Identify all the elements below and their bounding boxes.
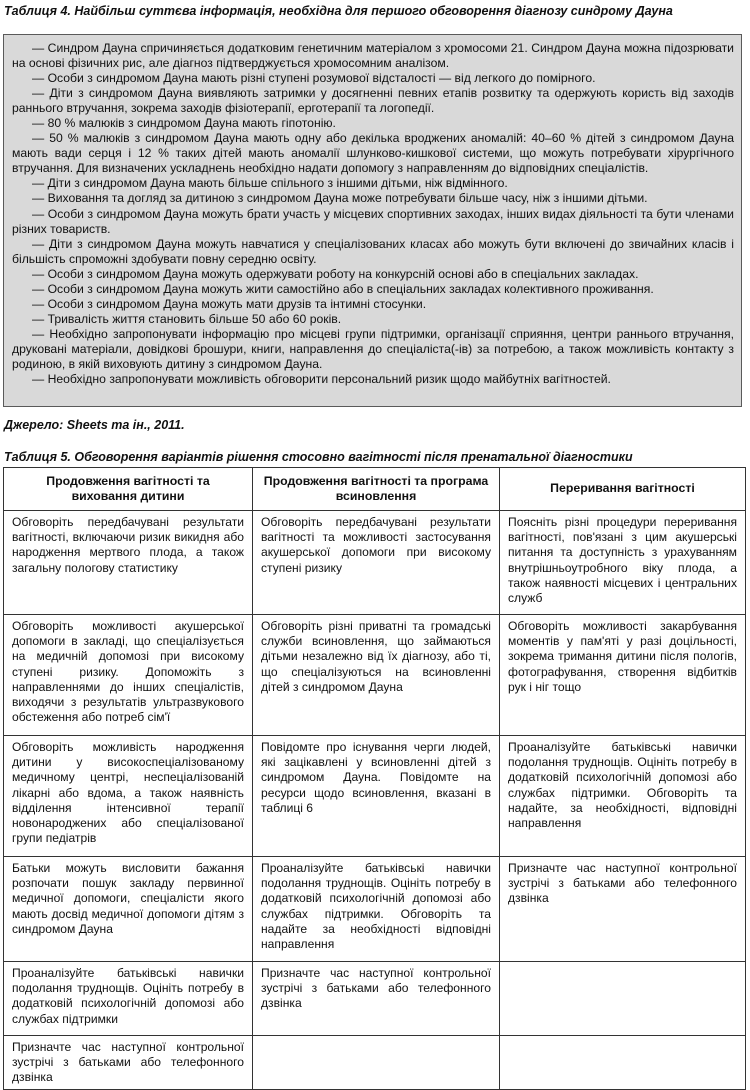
table-cell: Призначте час наступної контрольної зустрічі з батьками або телефонного дзвінка	[4, 1036, 253, 1090]
info-item: — Діти з синдромом Дауна виявляють затримки у досягненні певних етапів розвитку та одержують користь від заходів раннього втручання, зокрема заходів фізіотерапії, ерготерапії та логопедії.	[12, 86, 734, 116]
table-cell: Проаналізуйте батьківські навички подолання труднощів. Оцініть потребу в додатковій психологічній допомозі або службах підтримки	[4, 962, 253, 1036]
table5-caption: Таблиця 5. Обговорення варіантів рішення стосовно вагітності після пренатальної діагностики	[4, 450, 633, 464]
table-cell: Батьки можуть висловити бажання розпочати пошук закладу первинної медичної допомоги, спеціалісти якого мають досвід медичної допомоги дітям з синдромом Дауна	[4, 857, 253, 962]
info-item: — Діти з синдромом Дауна мають більше спільного з іншими дітьми, ніж відмінного.	[32, 176, 508, 191]
table-cell: Призначте час наступної контрольної зустрічі з батьками або телефонного дзвінка	[500, 857, 746, 962]
info-item: — 80 % малюків з синдромом Дауна мають гіпотонію.	[32, 116, 336, 131]
info-item: — Тривалість життя становить більше 50 або 60 років.	[32, 311, 342, 326]
table-row	[4, 962, 746, 1036]
info-item: — Особи з синдромом Дауна можуть жити самостійно або в спеціальних закладах колективного проживання.	[32, 281, 654, 296]
table-cell	[253, 1036, 500, 1090]
info-item: — Діти з синдромом Дауна можуть навчатися у спеціалізованих класах або можуть бути включені до звичайних класів і більшість спроможні здобувати повну середню освіту.	[12, 236, 734, 266]
info-item: — Особи з синдромом Дауна можуть брати участь у місцевих спортивних заходах, інших видах діяльності та бути членами різних товариств.	[12, 206, 734, 236]
table-cell: Обговоріть можливості закарбування моментів у пам'яті у разі доцільності, зокрема тримання дитини після пологів, фотографування, створення відбитків рук і ніг тощо	[500, 615, 746, 736]
table-cell: Обговоріть можливість народження дитини у високоспеціалізованому медичному центрі, неспеціалізованій лікарні або вдома, а також наявність відділення інтенсивної терапії новонароджених або спеціалізованої групи педіатрів	[4, 736, 253, 857]
info-item: — 50 % малюків з синдромом Дауна мають одну або декілька вроджених аномалій: 40–60 % дітей з синдромом Дауна мають вади серця і 12 % таких дітей мають аномалії шлунково-кишкової системи, що можуть потребувати хірургічного втручання. Для визначених ускладнень необхідно надати допомогу з направленням до відповідних спеціалістів.	[12, 131, 734, 176]
pregnancy-options-table	[3, 467, 746, 1090]
table-header-row	[4, 468, 746, 511]
table4-info-box	[3, 34, 742, 407]
table-cell	[500, 1036, 746, 1090]
table-cell: Обговоріть передбачувані результати вагітності, включаючи ризик викидня або народження мертвого плода, а також загальну пологову статистику	[4, 511, 253, 615]
table-row	[4, 857, 746, 962]
table-row	[4, 736, 746, 857]
info-item: — Особи з синдромом Дауна мають різні ступені розумової відсталості — від легкого до помірного.	[32, 71, 596, 86]
table-cell: Обговоріть передбачувані результати вагітності та можливості застосування акушерської допомоги при високому ступені ризику	[253, 511, 500, 615]
table-cell: Обговоріть можливості акушерської допомоги в закладі, що спеціалізується на медичній допомозі при високому ступені ризику. Допоможіть з направленнями до інших спеціалістів, виходячи з результатів ультразвукового обстеження або потреб сім'ї	[4, 615, 253, 736]
column-header-continue-raise: Продовження вагітності та виховання дитини	[4, 468, 253, 511]
table-cell	[500, 962, 746, 1036]
info-item: — Синдром Дауна спричиняється додатковим генетичним матеріалом з хромосоми 21. Синдром Дауна можна підозрювати на основі фізичних рис, але діагноз підтверджується хромосомним аналізом.	[12, 41, 734, 71]
table-cell: Поясніть різні процедури переривання вагітності, пов'язані з цим акушерські питання та доступність з урахуванням внутрішньоутробного віку плода, а також наявності місцевих і центральних служб	[500, 511, 746, 615]
info-item: — Необхідно запропонувати можливість обговорити персональний ризик щодо майбутніх вагітностей.	[32, 372, 611, 387]
table-cell: Проаналізуйте батьківські навички подолання труднощів. Оцініть потребу в додатковій психологічній допомозі або службах підтримки. Обговоріть та надайте, за необхідності, відповідні направлення	[500, 736, 746, 857]
info-item: — Особи з синдромом Дауна можуть мати друзів та інтимні стосунки.	[32, 296, 427, 311]
table4-caption: Таблиця 4. Найбільш суттєва інформація, необхідна для першого обговорення діагнозу синдрому Дауна	[4, 4, 673, 18]
info-item: — Особи з синдромом Дауна можуть одержувати роботу на конкурсній основі або в спеціальних закладах.	[32, 266, 639, 281]
table-cell: Призначте час наступної контрольної зустрічі з батьками або телефонного дзвінка	[253, 962, 500, 1036]
source-note: Джерело: Sheets та ін., 2011.	[4, 418, 185, 432]
info-item: — Виховання та догляд за дитиною з синдромом Дауна може потребувати більше часу, ніж з іншими дітьми.	[32, 191, 648, 206]
table-cell: Обговоріть різні приватні та громадські служби всиновлення, що займаються дітьми незалежно від їх діагнозу, або ті, що спеціалізуються на всиновленні дітей з синдромом Дауна	[253, 615, 500, 736]
column-header-termination: Переривання вагітності	[500, 468, 746, 511]
table-cell: Повідомте про існування черги людей, які зацікавлені у всиновленні дітей з синдромом Дауна. Повідомте на ресурси щодо всиновлення, вказані в таблиці 6	[253, 736, 500, 857]
table-row	[4, 511, 746, 615]
column-header-continue-adoption: Продовження вагітності та програма всиновлення	[253, 468, 500, 511]
info-item: — Необхідно запропонувати інформацію про місцеві групи підтримки, організації сприяння, центри раннього втручання, друковані матеріали, довідкові брошури, книги, направлення до спеціаліста(-ів) за потребою, а також можливість контакту з родиною, в якій виховують дитину з синдромом Дауна.	[12, 326, 734, 371]
table-row	[4, 615, 746, 736]
table-row	[4, 1036, 746, 1090]
table-cell: Проаналізуйте батьківські навички подолання труднощів. Оцініть потребу в додатковій психологічній допомозі або службах підтримки. Обговоріть та надайте за необхідності відповідні направлення	[253, 857, 500, 962]
